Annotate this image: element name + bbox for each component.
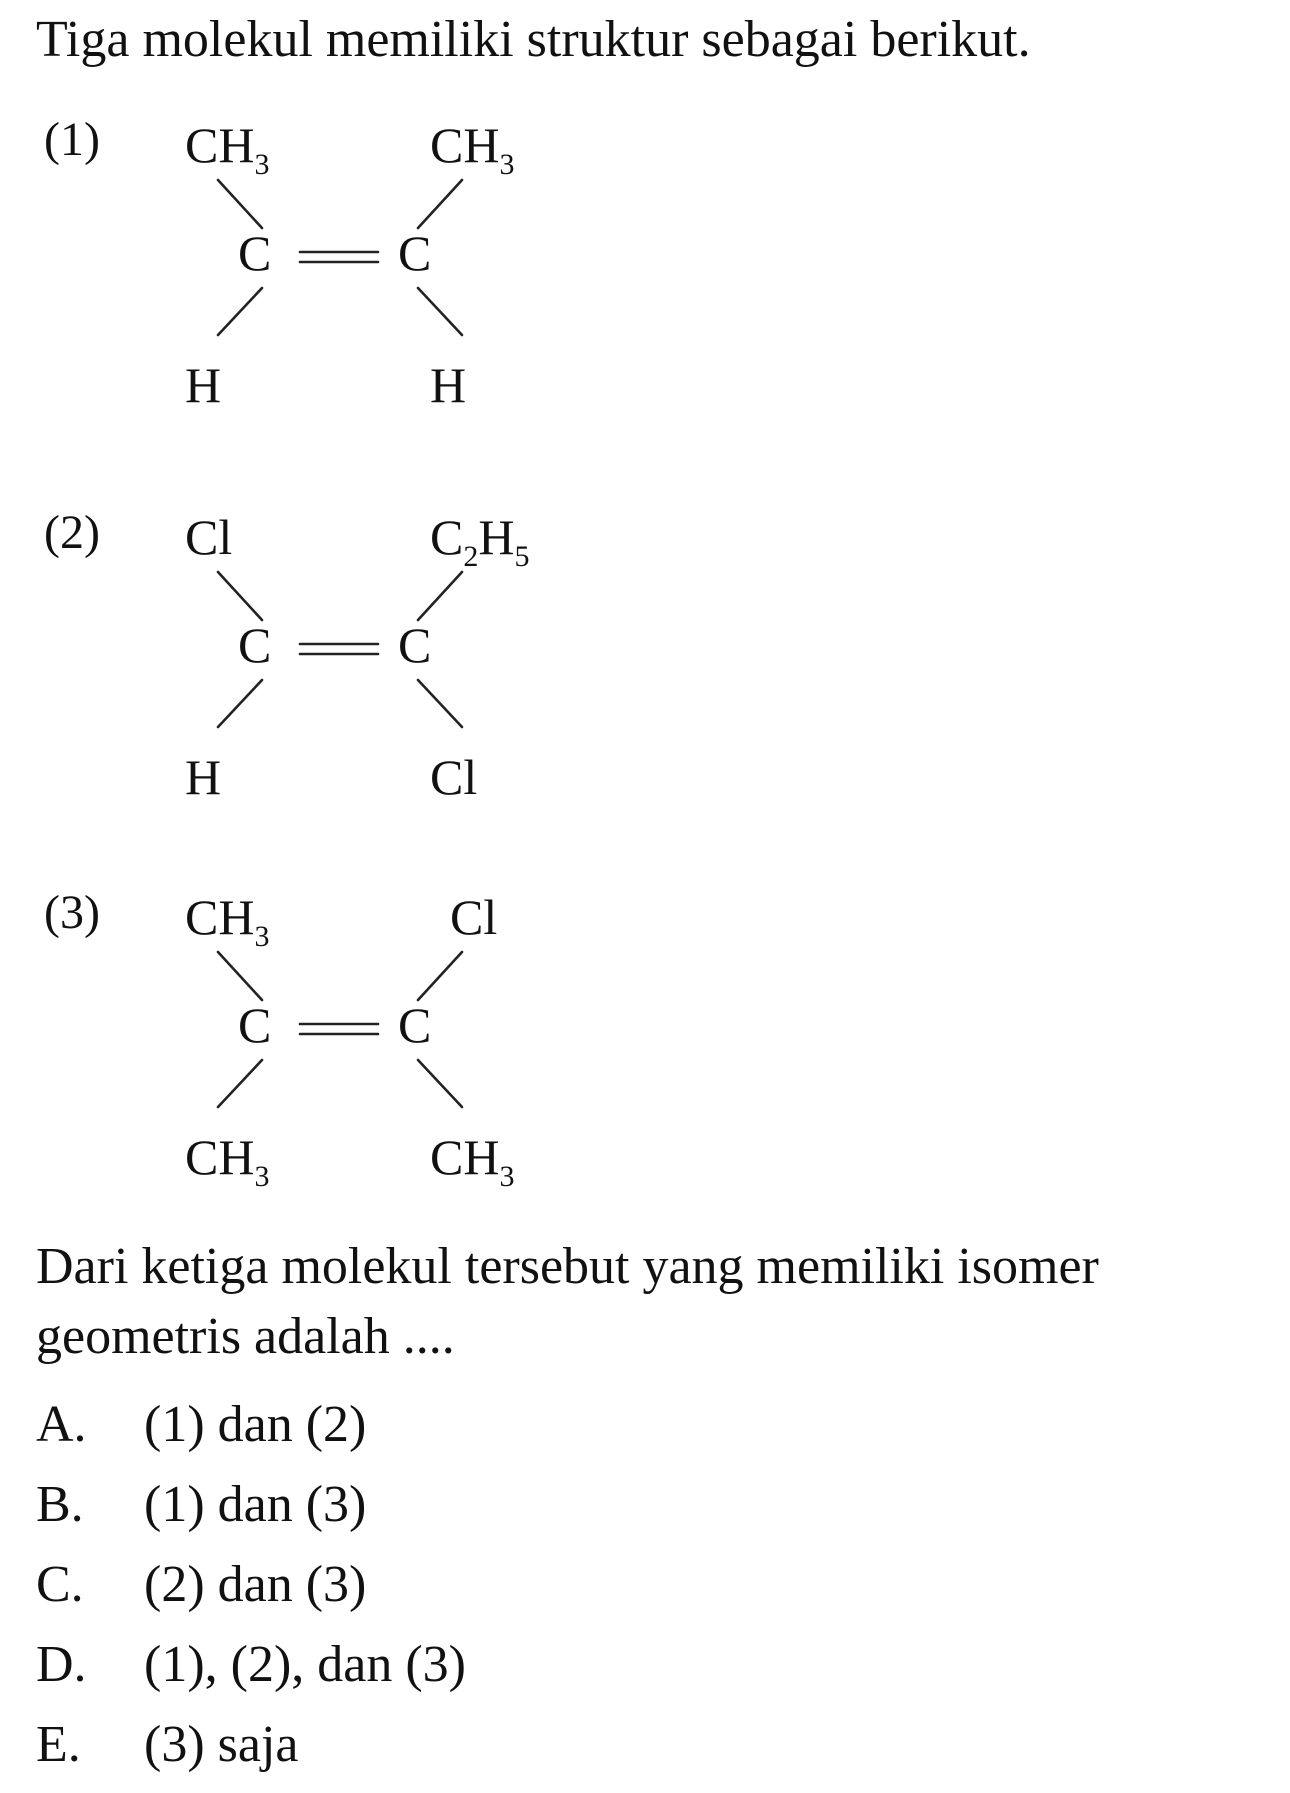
question-intro: Tiga molekul memiliki struktur sebagai berikut. (36, 11, 1031, 68)
molecule-2-top-left-group: Cl (185, 509, 233, 565)
molecule-3-carbon-right: C (398, 997, 432, 1053)
molecule-1-top-right-group: $CH_3$ (430, 117, 515, 181)
option-letter: E. (36, 1716, 81, 1773)
molecule-1-bond-bottom-left (218, 288, 262, 335)
molecule-1-bond-top-right (418, 180, 462, 228)
molecule-1-label: (1) (44, 113, 100, 166)
molecule-1-bond-bottom-right (418, 288, 462, 335)
molecule-2-carbon-left: C (238, 617, 272, 673)
molecule-2-bond-bottom-left (218, 680, 262, 727)
option-e[interactable] (36, 1705, 466, 1785)
question-prompt: Dari ketiga molekul tersebut yang memiliki isomer geometris adalah .... (36, 1238, 1099, 1365)
option-letter: B. (36, 1476, 84, 1533)
molecule-2-carbon-right: C (398, 617, 432, 673)
option-text: (2) dan (3) (144, 1556, 367, 1613)
molecule-3-bottom-left-group: $CH_3$ (185, 1129, 270, 1193)
option-c[interactable] (36, 1545, 466, 1625)
option-b[interactable] (36, 1465, 466, 1545)
molecule-3-bond-bottom-left (218, 1060, 262, 1107)
option-text: (3) saja (144, 1716, 299, 1773)
molecule-3-bond-top-left (218, 952, 262, 1000)
molecule-3-structure (150, 872, 650, 1202)
option-letter: A. (36, 1396, 87, 1453)
molecule-2-bond-top-right (418, 572, 462, 620)
molecule-1-carbon-left: C (238, 225, 272, 281)
option-text: (1) dan (2) (144, 1396, 367, 1453)
molecule-3-label: (3) (44, 886, 100, 939)
molecule-2-bond-bottom-right (418, 680, 462, 727)
option-text: (1) dan (3) (144, 1476, 367, 1533)
molecule-2-top-right-group: $C_2H_5$ (430, 509, 530, 573)
molecule-3-bond-bottom-right (418, 1060, 462, 1107)
molecule-3-bottom-right-group: $CH_3$ (430, 1129, 515, 1193)
option-d[interactable] (36, 1625, 466, 1705)
molecule-2-structure (150, 492, 650, 822)
molecule-2-bond-top-left (218, 572, 262, 620)
molecule-3-top-left-group: $CH_3$ (185, 889, 270, 953)
molecule-1-bottom-left-group: H (185, 357, 222, 413)
molecule-3-top-right-group: Cl (450, 889, 498, 945)
molecule-3-carbon-left: C (238, 997, 272, 1053)
molecule-1-structure (150, 100, 650, 430)
option-text: (1), (2), dan (3) (144, 1636, 466, 1693)
option-a[interactable] (36, 1385, 466, 1465)
option-letter: C. (36, 1556, 84, 1613)
option-letter: D. (36, 1636, 87, 1693)
molecule-1-carbon-right: C (398, 225, 432, 281)
molecule-1-top-left-group: $CH_3$ (185, 117, 270, 181)
answer-options (36, 1385, 466, 1785)
molecule-1-bond-top-left (218, 180, 262, 228)
molecule-1-bottom-right-group: H (430, 357, 467, 413)
molecule-2-bottom-right-group: Cl (430, 749, 478, 805)
molecule-3-bond-top-right (418, 952, 462, 1000)
molecule-2-bottom-left-group: H (185, 749, 222, 805)
molecule-2-label: (2) (44, 506, 100, 559)
